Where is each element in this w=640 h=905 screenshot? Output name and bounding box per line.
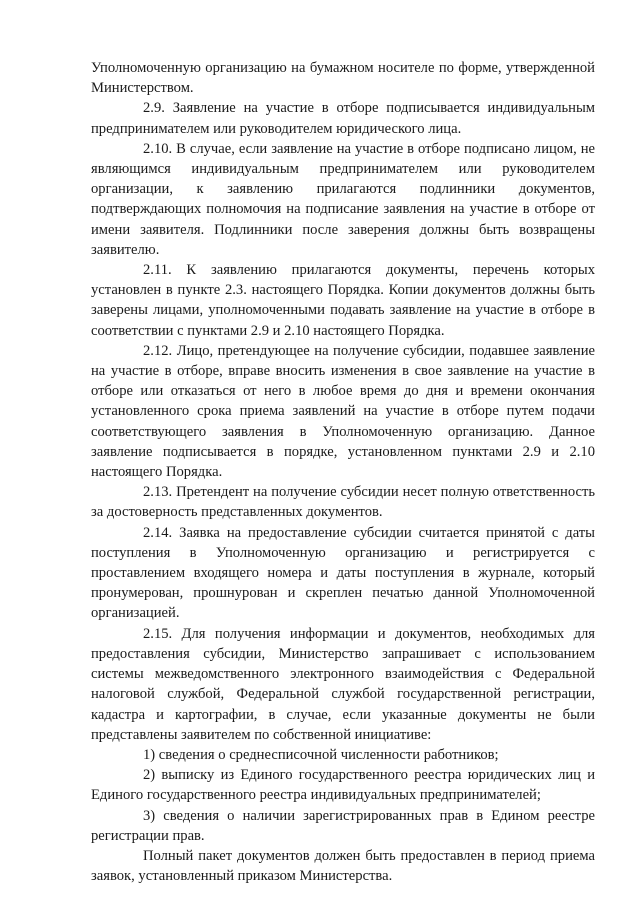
paragraph-2-12: 2.12. Лицо, претендующее на получение субсидии, подавшее заявление на участие в отборе, вправе вносить изменения в свое заявление на участие в отборе или отказаться от него в любое время до дня и времени окончания установленного срока приема заявлений на участие в отборе путем подачи соответствующего заявления в Уполномоченную организацию. Данное заявление подписывается в порядке, установленном пунктами 2.9 и 2.10 настоящего Порядка. xyxy=(91,342,595,481)
closing-paragraph: Полный пакет документов должен быть предоставлен в период приема заявок, установленный приказом Министерства. xyxy=(91,847,595,885)
list-item-2: 2) выписку из Единого государственного реестра юридических лиц и Единого государственного реестра индивидуальных предпринимателей; xyxy=(91,767,595,804)
paragraph-continuation: Уполномоченную организацию на бумажном носителе по форме, утвержденной Министерством. xyxy=(91,60,595,97)
paragraph-2-10: 2.10. В случае, если заявление на участие в отборе подписано лицом, не являющимся индивидуальным предпринимателем или руководителем организации, к заявлению прилагаются подлинники документов, подтверждающих полномочия на подписание заявления на участие в отборе от имени заявителя. Подлинники после заверения должны быть возвращены заявителю. xyxy=(91,140,595,258)
paragraph-2-11: 2.11. К заявлению прилагаются документы, перечень которых установлен в пункте 2.3. настоящего Порядка. Копии документов должны быть заверены лицами, уполномоченными подавать заявление на участие в отборе в соответствии с пунктами 2.9 и 2.10 настоящего Порядка. xyxy=(91,262,595,339)
paragraph-2-13: 2.13. Претендент на получение субсидии несет полную ответственность за достоверность представленных документов. xyxy=(91,484,595,521)
document-body xyxy=(91,58,595,886)
list-item-3: 3) сведения о наличии зарегистрированных прав в Едином реестре регистрации прав. xyxy=(91,807,595,844)
paragraph-2-14: 2.14. Заявка на предоставление субсидии считается принятой с даты поступления в Уполномоченную организацию и регистрируется с проставлением входящего номера и даты поступления в журнале, который пронумерован, прошнурован и скреплен печатью данной Уполномоченной организацией. xyxy=(91,524,595,622)
list-item-1: 1) сведения о среднесписочной численности работников; xyxy=(143,746,499,763)
paragraph-2-15: 2.15. Для получения информации и документов, необходимых для предоставления субсидии, Министерство запрашивает с использованием системы межведомственного электронного взаимодействия с Федеральной налоговой службой, Федеральной службой государственной регистрации, кадастра и картографии, в случае, если указанные документы не были представлены заявителем по собственной инициативе: xyxy=(91,625,595,743)
paragraph-2-9: 2.9. Заявление на участие в отборе подписывается индивидуальным предпринимателем или руководителем юридического лица. xyxy=(91,100,595,137)
